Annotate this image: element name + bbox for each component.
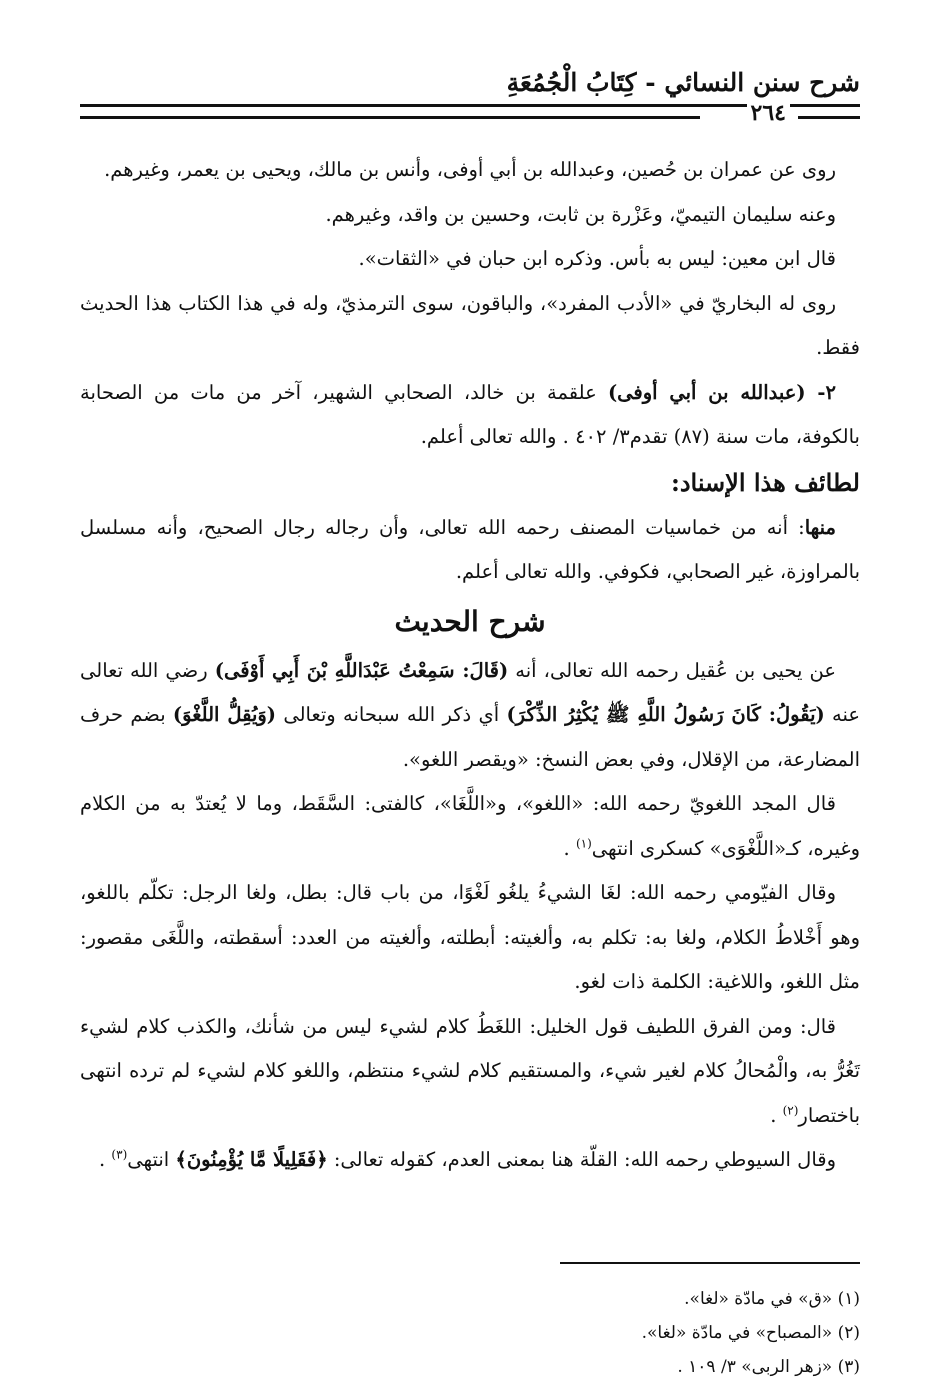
section-title-isnad: لطائف هذا الإسناد: xyxy=(670,467,860,497)
hadith-text-3: بضم حرف المضارعة، من الإقلال، وفي بعض النسخ: «ويقصر اللغو». xyxy=(80,703,860,771)
hadith-text-1: رضي الله تعالى عنه xyxy=(80,658,861,726)
majd-text: قال المجد اللغويّ رحمه الله: «اللغو»، و«اللَّغَا»، كالفتى: السَّقَط، وما لا يُعتدّ به من الكلام وغيره، كـ«اللَّغْوَى» كسكرى انتهى xyxy=(80,792,860,860)
suyuti-text: وقال السيوطي رحمه الله: القلّة هنا بمعنى العدم، كقوله تعالى: xyxy=(327,1148,836,1171)
paragraph-majd: قال المجد اللغويّ رحمه الله: «اللغو»، و«اللَّغَا»، كالفتى: السَّقَط، وما لا يُعتدّ به من الكلام وغيره، كـ«اللَّغْوَى» كسكرى انتهى$^{(١)}$ . xyxy=(80,792,860,860)
khalil-text: قال: ومن الفرق اللطيف قول الخليل: اللغَطُ كلام لشيء ليس من شأنك، والكذب كلام لشيء تَغُرُّ به، والْمُحالُ كلام لغير شيء، والمستقيم كلام لشيء منتظم، واللغو كلام لشيء لم ترده انتهى باختصار xyxy=(80,1014,860,1127)
suyuti-end: انتهى xyxy=(127,1148,176,1171)
page-number-row xyxy=(80,100,860,126)
page-number: ٢٦٤ xyxy=(747,98,790,128)
paragraph-narrators-to: وعنه سليمان التيميّ، وعَزْرة بن ثابت، وحسين بن واقد، وغيرهم. xyxy=(325,202,836,226)
paragraph-suyuti: وقال السيوطي رحمه الله: القلّة هنا بمعنى العدم، كقوله تعالى: ﴿فَقَلِيلًا مَّا يُؤْمِنُونَ﴾ انتهى$^{(٣)}$ . xyxy=(99,1147,836,1171)
header-rule xyxy=(80,104,860,107)
footnote-2: (٢) «المصباح» في مادّة «لغا». xyxy=(641,1323,860,1343)
paragraph-khalil: قال: ومن الفرق اللطيف قول الخليل: اللغَطُ كلام لشيء ليس من شأنك، والكذب كلام لشيء تَغُرُّ به، والْمُحالُ كلام لغير شيء، والمستقيم كلام لشيء منتظم، واللغو كلام لشيء لم ترده انتهى باختصار$^{(٢)}$ . xyxy=(80,1014,860,1127)
paragraph-fayyumi: وقال الفيّومي رحمه الله: لغَا الشيءُ يلغُو لَغْوًا، من باب قال: بطل، ولغا الرجل: تكلّم باللغو، وهو أَخْلاطُ الكلام، ولغا به: تكلم به، وألغيته: أبطلته، وألغيته من العدد: أسقطته، واللَّغَى مقصور: مثل اللغو، واللاغية: الكلمة ذات لغو. xyxy=(80,881,860,993)
paragraph-isnad-notes xyxy=(80,506,860,595)
section-title-sharh: شرح الحديث xyxy=(394,604,546,638)
footnote-3: (٣) «زهر الربى» ٣/ ١٠٩ . xyxy=(677,1357,860,1377)
footnote-1: (١) «ق» في مادّة «لغا». xyxy=(684,1289,860,1309)
paragraph-bukhari: روى له البخاريّ في «الأدب المفرد»، والباقون، سوى الترمذيّ، وله في هذا الكتاب هذا الحديث فقط. xyxy=(80,291,860,359)
header-rule-right xyxy=(798,116,860,119)
hadith-text-2: أي ذكر الله سبحانه وتعالى xyxy=(276,703,507,726)
paragraph-hadith xyxy=(80,649,860,783)
hadith-quote-3: (وَيُقِلُّ اللَّغْوَ) xyxy=(172,703,277,726)
book-page xyxy=(80,60,861,1377)
header-rule-left xyxy=(80,116,700,119)
isnad-text: : أنه من خماسيات المصنف رحمه الله تعالى، وأن رجاله رجال الصحيح، وأنه مسلسل بالمراوزة، غير الصحابي، فكوفي. والله تعالى أعلم. xyxy=(80,515,860,583)
paragraph-ibn-maeen: قال ابن معين: ليس به بأس. وذكره ابن حبان في «الثقات». xyxy=(358,247,836,270)
hadith-quote-1: (قَالَ: سَمِعْتُ عَبْدَاللَّهِ بْنَ أَبِي أَوْفَى) xyxy=(214,658,509,682)
narrator-bio: علقمة بن خالد، الصحابي الشهير، آخر من مات من الصحابة بالكوفة، مات سنة (٨٧) تقدم٣/ ٤٠٢ . والله تعالى أعلم. xyxy=(80,380,860,448)
paragraph-abdullah-ibn-abi-awfa xyxy=(80,371,860,460)
quran-verse: ﴿فَقَلِيلًا مَّا يُؤْمِنُونَ﴾ xyxy=(175,1148,328,1171)
footnote-ref-1[interactable]: (١) xyxy=(575,836,592,850)
footnotes xyxy=(80,1282,860,1384)
running-title: شرح سنن النسائي - كِتَابُ الْجُمُعَةِ xyxy=(506,68,860,97)
footnote-ref-3[interactable]: (٣) xyxy=(111,1147,128,1162)
footnote-ref-2[interactable]: (٢) xyxy=(782,1103,799,1117)
hadith-intro: عن يحيى بن عُقيل رحمه الله تعالى، أنه xyxy=(508,658,836,682)
paragraph-narrators-from: روى عن عمران بن حُصين، وعبدالله بن أبي أوفى، وأنس بن مالك، ويحيى بن يعمر، وغيرهم. xyxy=(104,158,836,181)
footnote-separator xyxy=(560,1262,860,1264)
hadith-quote-2: (يَقُولُ: كَانَ رَسُولُ اللَّهِ ﷺ يُكْثِرُ الذِّكْرَ) xyxy=(506,703,825,726)
page-body xyxy=(80,148,860,1183)
label-minha: منها xyxy=(804,515,836,539)
page-header xyxy=(80,60,860,126)
narrator-name: ٢- (عبدالله بن أبي أوفى) xyxy=(607,380,836,404)
